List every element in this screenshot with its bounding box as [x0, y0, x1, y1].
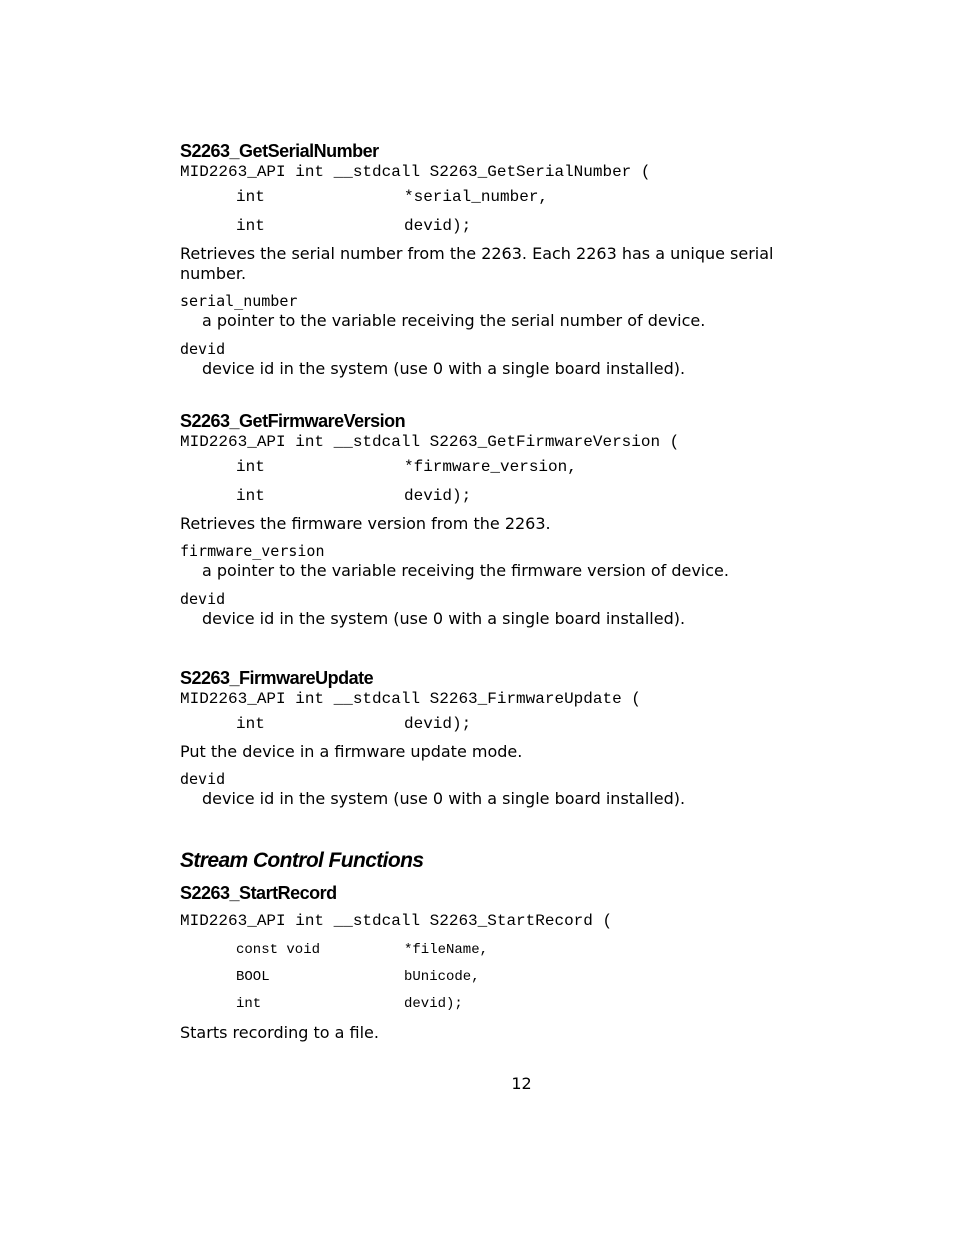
function-block-get-firmware-version: [180, 410, 830, 629]
param-name: devid);: [404, 995, 463, 1012]
param-type: int: [236, 457, 265, 476]
param-term: devid: [180, 590, 226, 608]
param-type: BOOL: [236, 968, 270, 985]
function-title: S2263_GetSerialNumber: [180, 141, 379, 161]
param-name: *firmware_version,: [404, 457, 577, 476]
function-title: S2263_StartRecord: [180, 883, 337, 903]
section-title: Stream Control Functions: [180, 849, 424, 872]
param-type: int: [236, 995, 262, 1012]
param-type: int: [236, 187, 265, 206]
param-name: devid);: [404, 714, 472, 733]
param-term: devid: [180, 340, 226, 358]
function-description: Put the device in a firmware update mode.: [180, 742, 523, 761]
param-definition: a pointer to the variable receiving the firmware version of device.: [202, 561, 729, 580]
function-title: S2263_FirmwareUpdate: [180, 668, 374, 688]
param-term: firmware_version: [180, 542, 325, 560]
param-row: [180, 182, 830, 211]
section-stream-control: [180, 848, 830, 1043]
param-name: devid);: [404, 486, 472, 505]
param-name: devid);: [404, 216, 472, 235]
page-number: 12: [511, 1074, 532, 1093]
function-signature: MID2263_API int __stdcall S2263_GetSerialNumber (: [180, 163, 651, 181]
param-definition: device id in the system (use 0 with a single board installed).: [202, 609, 686, 628]
param-name: *fileName,: [404, 941, 489, 958]
param-definition: device id in the system (use 0 with a single board installed).: [202, 789, 686, 808]
function-description: Retrieves the firmware version from the 2263.: [180, 514, 551, 533]
param-type: const void: [236, 941, 321, 958]
param-row: [180, 452, 830, 481]
param-row: [180, 211, 830, 240]
param-type: int: [236, 714, 265, 733]
param-row: [180, 990, 830, 1017]
function-signature: MID2263_API int __stdcall S2263_FirmwareUpdate (: [180, 690, 641, 708]
param-term: serial_number: [180, 292, 298, 310]
document-page: [180, 140, 830, 1043]
param-type: int: [236, 486, 265, 505]
param-definition: a pointer to the variable receiving the serial number of device.: [202, 311, 706, 330]
param-row: [180, 709, 830, 738]
param-term: devid: [180, 770, 226, 788]
param-row: [180, 481, 830, 510]
function-title: S2263_GetFirmwareVersion: [180, 411, 406, 431]
param-row: [180, 963, 830, 990]
function-signature: MID2263_API int __stdcall S2263_StartRecord (: [180, 912, 613, 930]
function-signature: MID2263_API int __stdcall S2263_GetFirmwareVersion (: [180, 433, 680, 451]
param-row: [180, 936, 830, 963]
param-type: int: [236, 216, 265, 235]
param-definition: device id in the system (use 0 with a single board installed).: [202, 359, 686, 378]
param-name: *serial_number,: [404, 187, 549, 206]
function-block-get-serial-number: [180, 140, 830, 379]
function-description: Starts recording to a file.: [180, 1023, 379, 1042]
function-block-firmware-update: [180, 667, 830, 809]
param-name: bUnicode,: [404, 968, 480, 985]
function-description: Retrieves the serial number from the 2263. Each 2263 has a unique serial number.: [180, 244, 774, 283]
